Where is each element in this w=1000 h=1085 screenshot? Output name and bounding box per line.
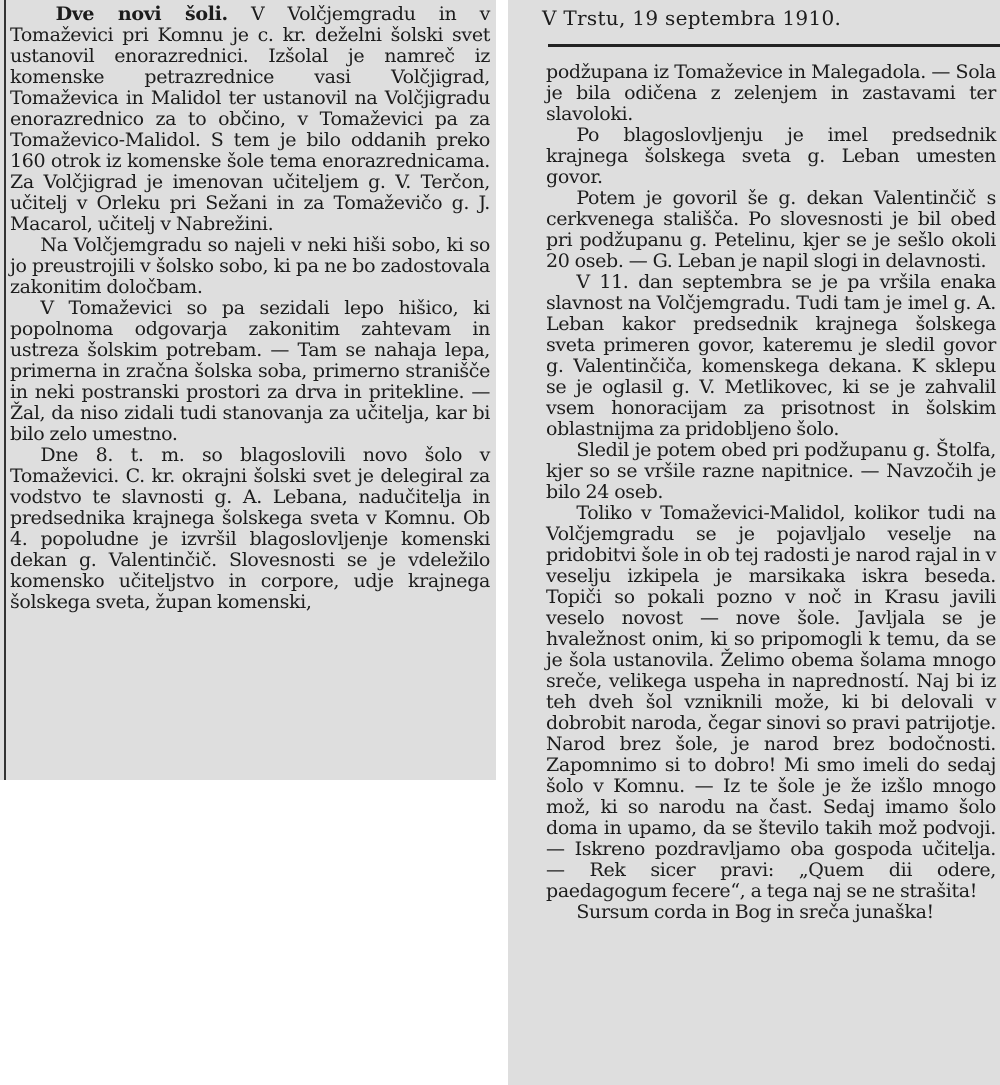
left-column-clipping (0, 0, 496, 780)
article-paragraph-8: Sledil je potem obed pri podžupanu g. Štolfa, kjer so se vršile razne napitnice. — Navzočih je bilo 24 oseb. (546, 439, 996, 503)
header-rule (548, 44, 1000, 47)
right-article (546, 62, 996, 923)
article-paragraph-cont: podžupana iz Tomaževice in Malegadola. — Sola je bila odičena z zelenjem in zastavami ter slavoloki. (546, 61, 996, 125)
left-article (10, 4, 490, 613)
article-paragraph-3: V Tomaževici so pa sezidali lepo hišico, ki popolnoma odgovarja zakonitim zahtevam in ustreza šolskim potrebam. — Tam se nahaja lepa, primerna in zračna šolska soba, primerno stranišče in neki postranski prostori za drva in pritekline. — Žal, da niso zidali tudi stanovanja za učitelja, kar bi bilo zelo umestno. (10, 297, 490, 445)
article-paragraph-5: Po blagoslovljenju je imel predsednik krajnega šolskega sveta g. Leban umesten govor. (546, 124, 996, 188)
article-paragraph-4: Dne 8. t. m. so blagoslovili novo šolo v Tomaževici. C. kr. okrajni šolski svet je delegiral za vodstvo te slavnosti g. A. Lebana, nadučitelja in predsednika krajnega šolskega sveta v Komnu. Ob 4. popoludne je izvršil blagoslovljenje komenski dekan g. Valentinčič. Slovesnosti se je vdeležilo komensko učiteljstvo in corpore, udje krajnega šolskega sveta, župan komenski, (10, 444, 490, 613)
article-paragraph-9: Toliko v Tomaževici-Malidol, kolikor tudi na Volčjemgradu se je pojavljalo veselje na pridobitvi šole in ob tej radosti je narod rajal in v veselju izkipela je marsikaka iskra beseda. Topiči so pokali pozno v noč in Krasu javili veselo novost — nove šole. Javljala se je hvaležnost onim, ki so pripomogli k temu, da se je šola ustanovila. Želimo obema šolama mnogo sreče, velikega uspeha in napredností. Naj bi iz teh dveh šol vzniknili može, ki bi delovali v dobrobit naroda, čegar sinovi so pravi patrijotje. Narod brez šole, je narod brez bodočnosti. Zapomnimo si to dobro! Mi smo imeli do sedaj šolo v Komnu. — Iz te šole je že izšlo mnogo mož, ki so narodu na čast. Sedaj imamo šolo doma in upamo, da se število takih mož podvoji. — Iskreno pozdravljamo oba gospoda učitelja. — Rek sicer pravi: „Quem dii odere, paedagogum fecere“, a tega naj se ne strašita! (546, 502, 996, 902)
article-paragraph-2: Na Volčjemgradu so najeli v neki hiši sobo, ki so jo preustrojili v šolsko sobo, ki pa ne bo zadostovala zakonitim določbam. (10, 234, 490, 298)
newspaper-dateline: V Trstu, 19 septembra 1910. (542, 6, 842, 30)
article-paragraph-6: Potem je govoril še g. dekan Valentinčič s cerkvenega stališča. Po slovesnosti je bil obed pri podžupanu g. Petelinu, kjer se je sešlo okoli 20 oseb. — G. Leban je napil slogi in delavnosti. (546, 187, 996, 272)
article-title: Dve novi šoli. (55, 3, 228, 25)
right-column-clipping (508, 0, 1000, 1085)
article-paragraph-7: V 11. dan septembra se je pa vršila enaka slavnost na Volčjemgradu. Tudi tam je imel g. A. Leban kakor predsednik krajnega šolskega sveta primeren govor, kateremu je sledil govor g. Valentinčiča, komenskega dekana. K sklepu se je oglasil g. V. Metlikovec, ki se je zahvalil vsem honoracijam za prisotnost in šolskim oblastnijma za pridobljeno šolo. (546, 271, 996, 440)
article-paragraph-1 (10, 4, 490, 235)
paragraph-text: V Volčjemgradu in v Tomaževici pri Komnu je c. kr. deželni šolski svet ustanovil enorazrednici. Izšolal je namreč iz komenske petrazrednice vasi Volčjigrad, Tomaževica in Malidol ter ustanovil na Volčjigradu enorazrednico za to občino, v Tomaževici pa za Tomaževico-Malidol. S tem je bilo oddanih preko 160 otrok iz komenske šole tema enorazrednicama. Za Volčjigrad je imenovan učiteljem g. V. Terčon, učitelj v Orleku pri Sežani in za Tomaževičo g. J. Macarol, učitelj v Nabrežini. (10, 3, 490, 235)
article-paragraph-10: Sursum corda in Bog in sreča junaška! (576, 901, 934, 923)
column-rule (4, 0, 6, 780)
